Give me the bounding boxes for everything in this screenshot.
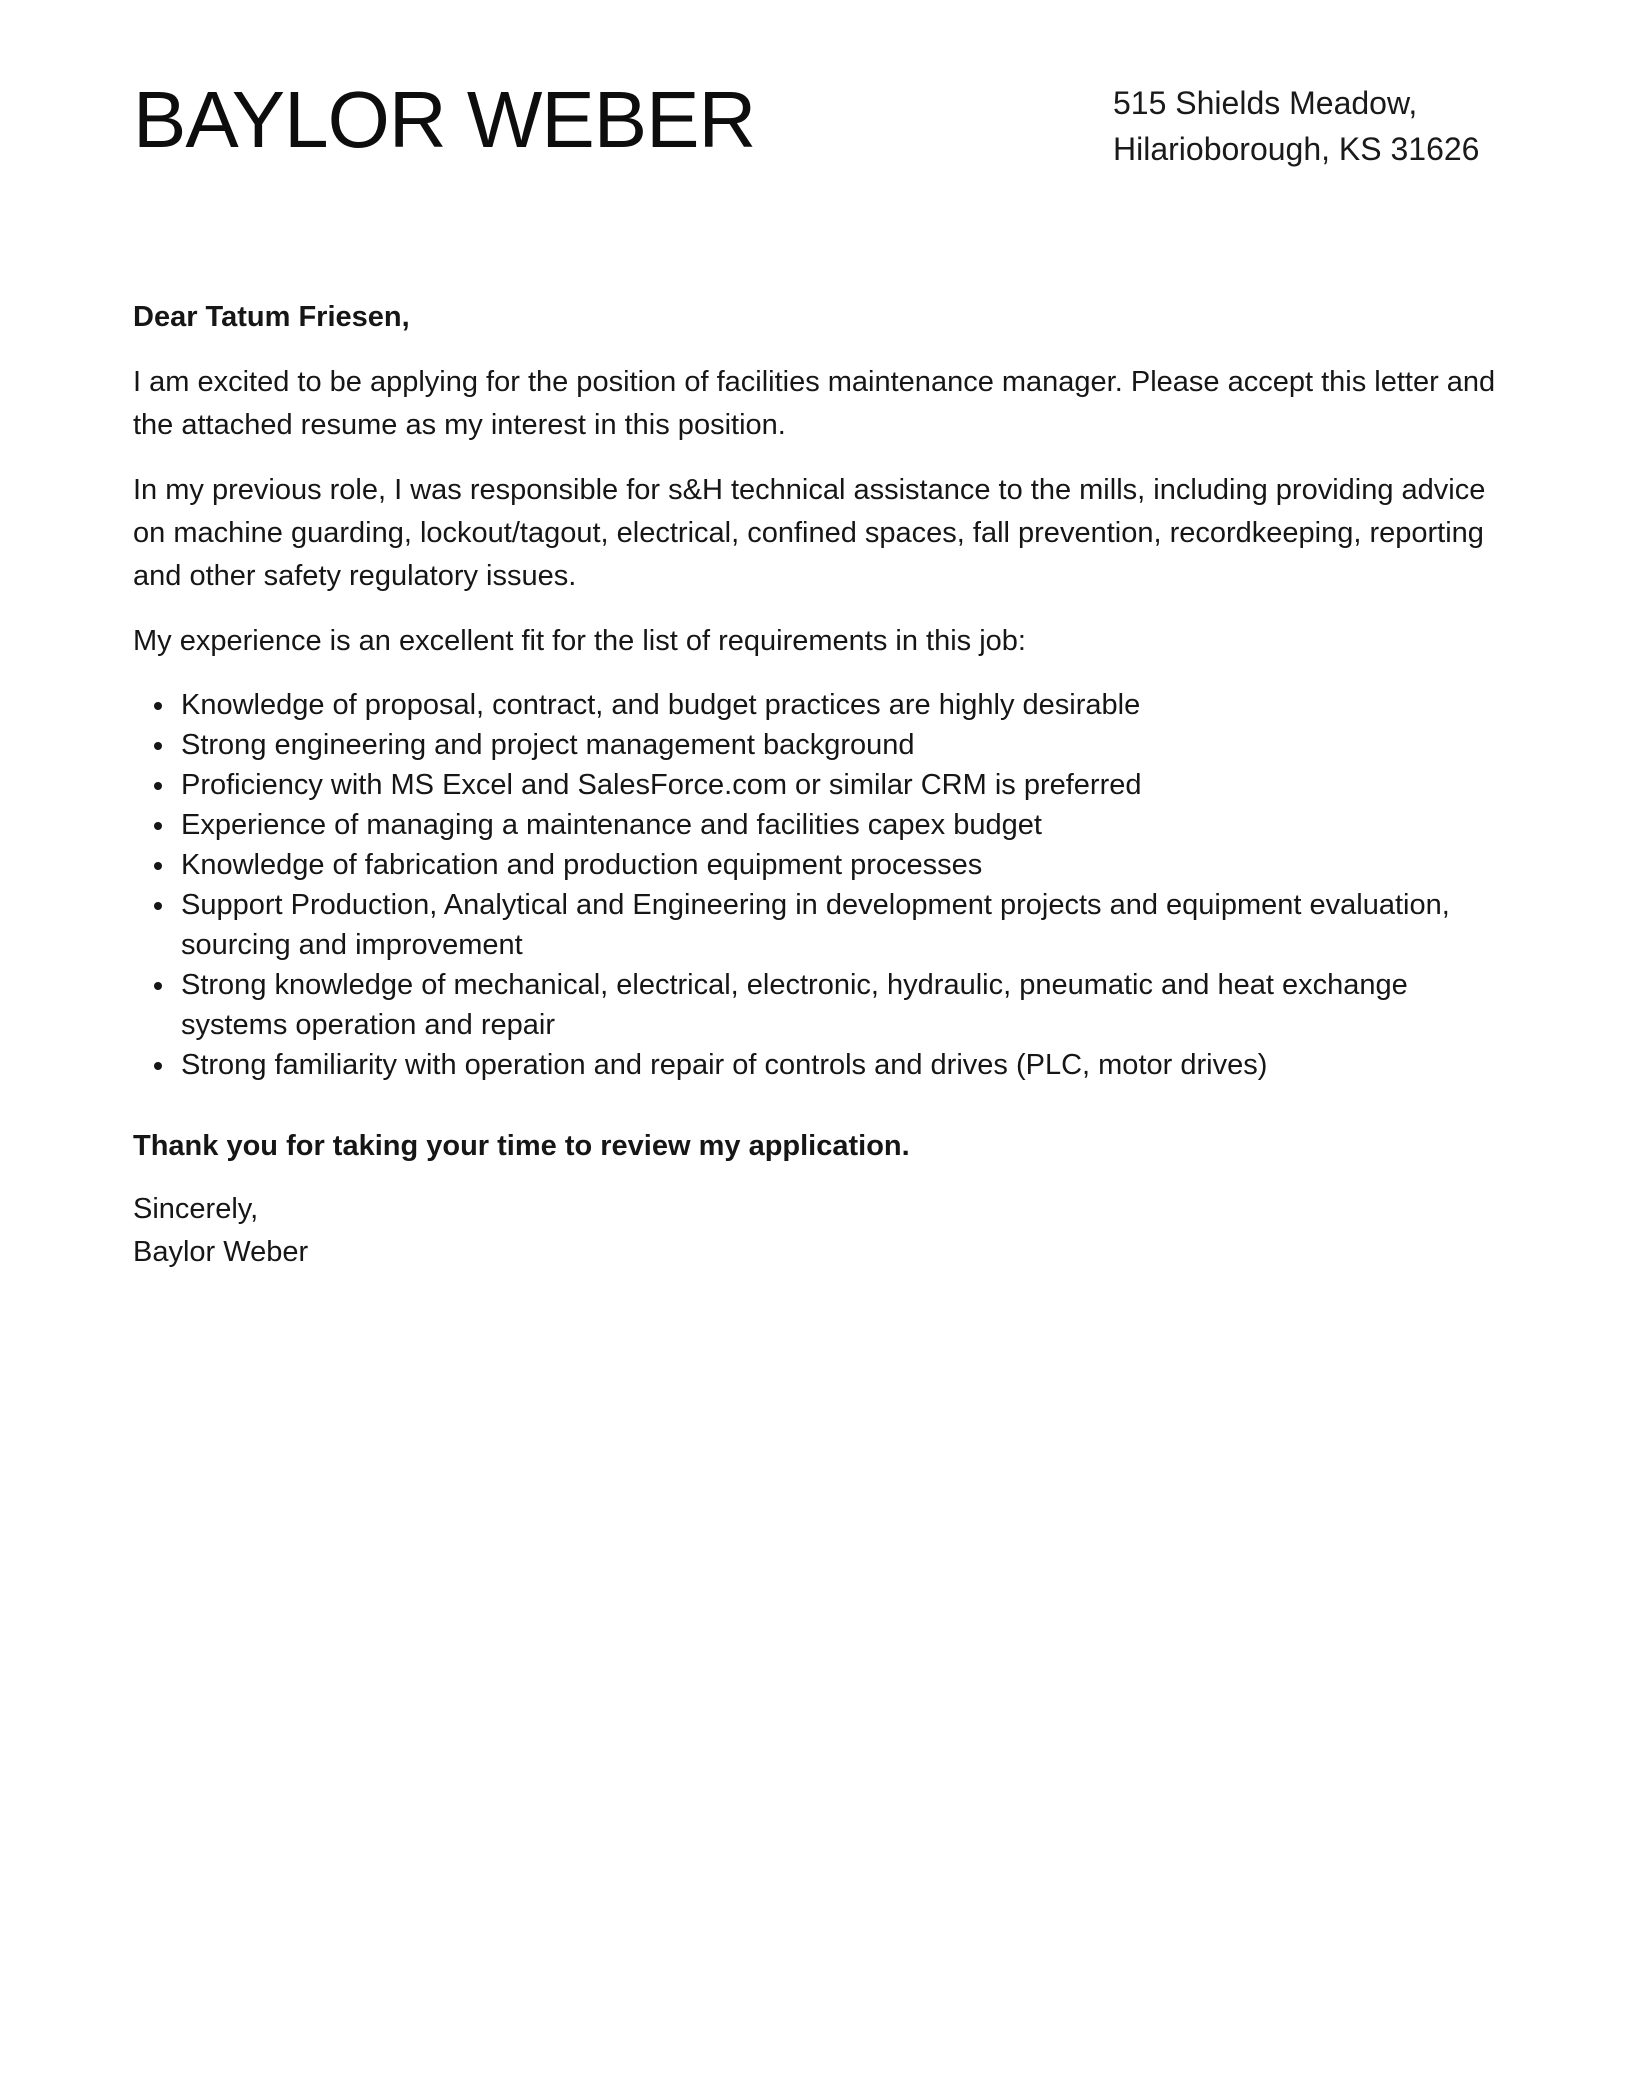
- list-item: Knowledge of fabrication and production equipment processes: [133, 845, 1505, 885]
- closing-block: [133, 1188, 1505, 1274]
- thanks-line: Thank you for taking your time to review my application.: [133, 1130, 910, 1162]
- list-item: Strong knowledge of mechanical, electrical, electronic, hydraulic, pneumatic and heat exchange systems operation and repair: [133, 965, 1505, 1045]
- applicant-name: BAYLOR WEBER: [133, 75, 756, 164]
- intro-paragraph: I am excited to be applying for the position of facilities maintenance manager. Please accept this letter and the attached resume as my interest in this position.: [133, 366, 1496, 441]
- letter-body: [133, 296, 1505, 1274]
- requirements-list: [133, 685, 1505, 1085]
- greeting: Dear Tatum Friesen,: [133, 301, 410, 333]
- address-line-2: Hilarioborough, KS 31626: [1113, 131, 1480, 167]
- address-line-1: 515 Shields Meadow,: [1113, 85, 1418, 121]
- signature-name: Baylor Weber: [133, 1236, 309, 1268]
- closing-salutation: Sincerely,: [133, 1193, 259, 1225]
- list-item: Experience of managing a maintenance and facilities capex budget: [133, 805, 1505, 845]
- requirements-intro: My experience is an excellent fit for the list of requirements in this job:: [133, 625, 1026, 657]
- letter-header: [133, 70, 1501, 190]
- applicant-address: [1113, 80, 1479, 172]
- list-item: Strong familiarity with operation and repair of controls and drives (PLC, motor drives): [133, 1045, 1505, 1085]
- experience-paragraph: In my previous role, I was responsible for s&H technical assistance to the mills, including providing advice on machine guarding, lockout/tagout, electrical, confined spaces, fall prevention, recordkeeping, reporting and other safety regulatory issues.: [133, 474, 1486, 592]
- list-item: Knowledge of proposal, contract, and budget practices are highly desirable: [133, 685, 1505, 725]
- list-item: Strong engineering and project management background: [133, 725, 1505, 765]
- list-item: Support Production, Analytical and Engineering in development projects and equipment evaluation, sourcing and improvement: [133, 885, 1505, 965]
- list-item: Proficiency with MS Excel and SalesForce.com or similar CRM is preferred: [133, 765, 1505, 805]
